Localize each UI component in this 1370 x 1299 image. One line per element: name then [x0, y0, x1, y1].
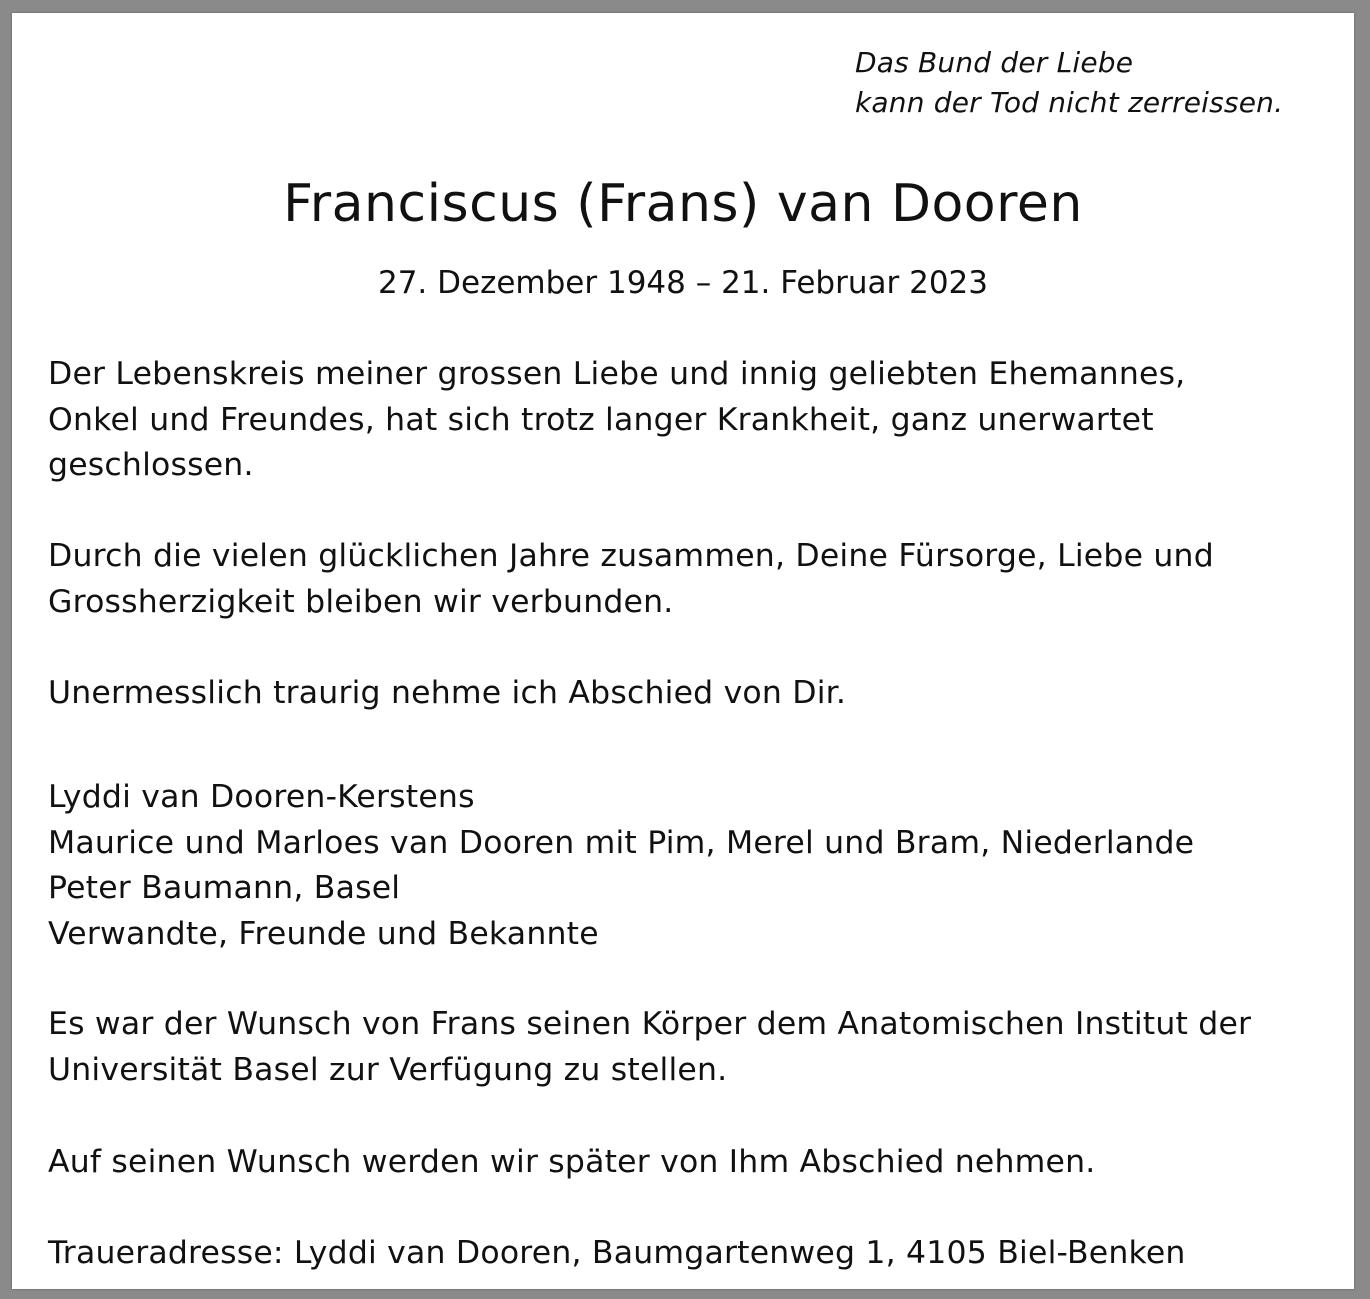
paragraph-lebenskreis	[48, 352, 1185, 489]
text-line: Der Lebenskreis meiner grossen Liebe und innig geliebten Ehemannes,	[48, 356, 1186, 392]
text-line: geschlossen.	[48, 447, 254, 483]
text-line: Traueradresse: Lyddi van Dooren, Baumgartenweg 1, 4105 Biel-Benken	[48, 1235, 1186, 1271]
text-line: Onkel und Freundes, hat sich trotz langer Krankheit, ganz unerwartet	[48, 401, 1154, 438]
mourner-line: Lyddi van Dooren-Kerstens	[48, 779, 475, 815]
life-dates: 27. Dezember 1948 – 21. Februar 2023	[377, 265, 988, 301]
motto-quote	[855, 43, 1283, 123]
text-line: Grossherzigkeit bleiben wir verbunden.	[48, 583, 674, 620]
text-line: Es war der Wunsch von Frans seinen Körper dem Anatomischen Institut der	[48, 1006, 1252, 1042]
paragraph-gluecklichen-jahre	[48, 534, 1214, 625]
deceased-name: Franciscus (Frans) van Dooren	[283, 174, 1083, 234]
text-line: Durch die vielen glücklichen Jahre zusammen, Deine Fürsorge, Liebe und	[48, 538, 1214, 574]
mourners-list	[48, 775, 1194, 957]
paragraph-wunsch	[48, 1140, 1096, 1186]
motto-line: kann der Tod nicht zerreissen.	[855, 86, 1284, 119]
text-line: Auf seinen Wunsch werden wir später von Ihm Abschied nehmen.	[48, 1144, 1096, 1180]
mourner-line: Maurice und Marloes van Dooren mit Pim, Merel und Bram, Niederlande	[48, 824, 1195, 861]
paragraph-anatomisches-institut	[48, 1002, 1251, 1093]
paragraph-abschied	[48, 671, 846, 717]
text-line: Universität Basel zur Verfügung zu stellen.	[48, 1051, 728, 1088]
mourning-address	[48, 1231, 1186, 1277]
obituary-notice	[12, 13, 1354, 1289]
text-line: Unermesslich traurig nehme ich Abschied von Dir.	[48, 675, 847, 711]
motto-line: Das Bund der Liebe	[855, 46, 1134, 79]
mourner-line: Peter Baumann, Basel	[48, 870, 401, 906]
mourner-line: Verwandte, Freunde und Bekannte	[48, 915, 599, 952]
